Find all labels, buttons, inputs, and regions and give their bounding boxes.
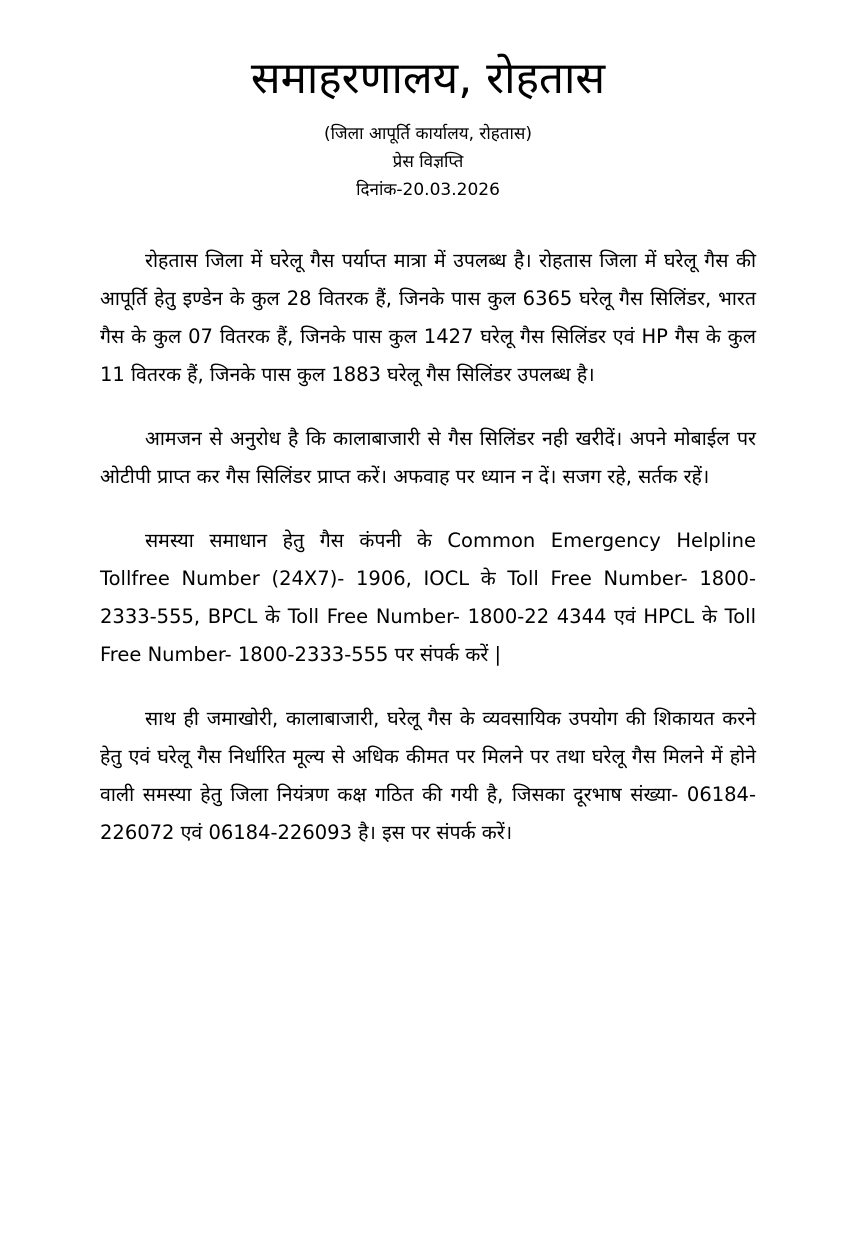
paragraph-helpline-numbers: समस्या समाधान हेतु गैस कंपनी के Common Emergency Helpline Tollfree Number (24X7)- 1906, IOCL के Toll Free Number- 1800-2333-555, BPCL के Toll Free Number- 1800-22 4344 एवं HPCL के Toll Free Number- 1800-2333-555 पर संपर्क करें | (100, 529, 756, 666)
page-title: समाहरणालय, रोहतास (250, 53, 606, 104)
document-type: प्रेस विज्ञप्ति (392, 152, 464, 172)
paragraph-control-room: साथ ही जमाखोरी, कालाबाजारी, घरेलू गैस के व्यवसायिक उपयोग की शिकायत करने हेतु एवं घरेलू गैस निर्धारित मूल्य से अधिक कीमत पर मिलने पर तथा घरेलू गैस मिलने में होने वाली समस्या हेतु जिला नियंत्रण कक्ष गठित की गयी है, जिसका दूरभाष संख्या- 06184-226072 एवं 06184-226093 है। इस पर संपर्क करें। (100, 707, 756, 844)
release-body (100, 242, 756, 852)
office-name: (जिला आपूर्ति कार्यालय, रोहतास) (323, 124, 533, 144)
paragraph-public-appeal: आमजन से अनुरोध है कि कालाबाजारी से गैस सिलिंडर नही खरीदें। अपने मोबाईल पर ओटीपी प्राप्त कर गैस सिलिंडर प्राप्त करें। अफवाह पर ध्यान न दें। सजग रहे, सर्तक रहें। (100, 427, 756, 488)
press-release-page (0, 50, 849, 1250)
paragraph-gas-availability: रोहतास जिला में घरेलू गैस पर्याप्त मात्रा में उपलब्ध है। रोहतास जिला में घरेलू गैस की आपूर्ति हेतु इण्डेन के कुल 28 वितरक हैं, जिनके पास कुल 6365 घरेलू गैस सिलिंडर, भारत गैस के कुल 07 वितरक हैं, जिनके पास कुल 1427 घरेलू गैस सिलिंडर एवं HP गैस के कुल 11 वितरक हैं, जिनके पास कुल 1883 घरेलू गैस सिलिंडर उपलब्ध है। (100, 249, 756, 386)
release-date: दिनांक-20.03.2026 (356, 180, 500, 200)
